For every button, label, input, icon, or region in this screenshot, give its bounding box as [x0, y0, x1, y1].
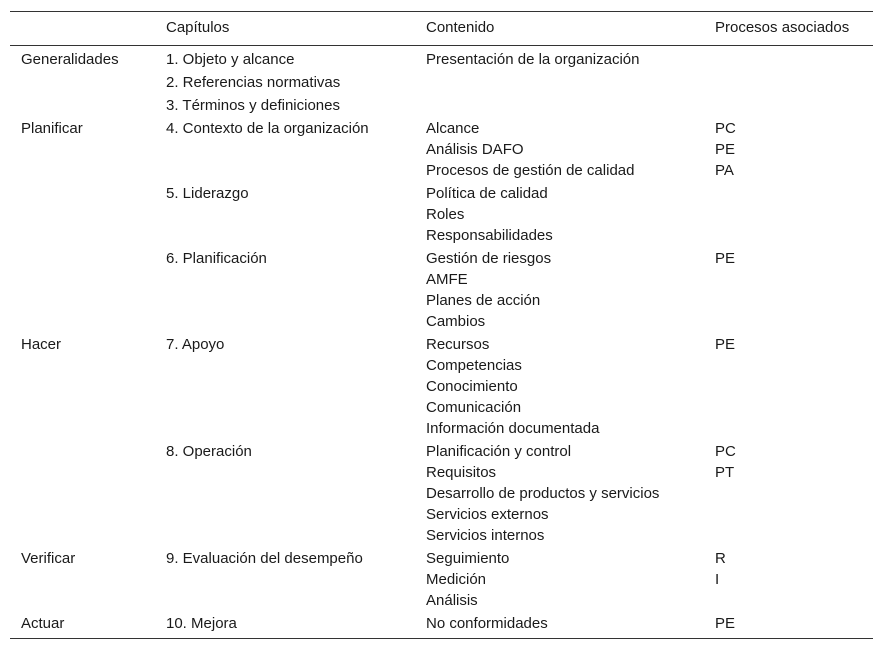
chapter-cell: 2. Referencias normativas — [166, 74, 341, 91]
table-header-row — [10, 12, 873, 45]
chapter-cell: 6. Planificación — [166, 250, 267, 267]
process-cell: PA — [715, 162, 734, 179]
header-processes: Procesos asociados — [715, 19, 850, 36]
content-cell: Análisis DAFO — [426, 141, 524, 158]
content-cell: Cambios — [426, 313, 486, 330]
table-row — [10, 395, 873, 416]
content-cell: Roles — [426, 206, 465, 223]
table-row — [10, 523, 873, 546]
table-row — [10, 439, 873, 460]
phase-cell: Planificar — [21, 120, 83, 137]
chapter-cell: 1. Objeto y alcance — [166, 51, 295, 68]
table-row — [10, 70, 873, 93]
phase-cell: Generalidades — [21, 51, 119, 68]
table-row — [10, 588, 873, 611]
table-row — [10, 416, 873, 439]
chapter-cell: 3. Términos y definiciones — [166, 97, 340, 114]
content-cell: Planificación y control — [426, 443, 572, 460]
content-cell: Servicios externos — [426, 506, 549, 523]
table-row — [10, 246, 873, 267]
table-body — [10, 46, 873, 638]
content-cell: Planes de acción — [426, 292, 541, 309]
table-row — [10, 481, 873, 502]
content-cell: Competencias — [426, 357, 522, 374]
table-row — [10, 374, 873, 395]
phase-cell: Hacer — [21, 336, 62, 353]
content-cell: Recursos — [426, 336, 490, 353]
content-cell: Presentación de la organización — [426, 51, 640, 68]
content-cell: Desarrollo de productos y servicios — [426, 485, 660, 502]
table-row — [10, 158, 873, 181]
content-cell: Medición — [426, 571, 487, 588]
content-cell: Gestión de riesgos — [426, 250, 552, 267]
chapter-cell: 5. Liderazgo — [166, 185, 249, 202]
chapter-cell: 9. Evaluación del desempeño — [166, 550, 363, 567]
table-bottom-rule — [10, 638, 873, 639]
process-cell: R — [715, 550, 726, 567]
table-row — [10, 93, 873, 116]
content-cell: No conformidades — [426, 615, 548, 632]
table-row — [10, 353, 873, 374]
table-row — [10, 47, 873, 70]
chapter-cell: 10. Mejora — [166, 615, 237, 632]
process-cell: PC — [715, 443, 736, 460]
header-chapters: Capítulos — [166, 19, 230, 36]
process-cell: PE — [715, 336, 736, 353]
content-cell: Requisitos — [426, 464, 497, 481]
process-cell: PE — [715, 141, 736, 158]
table-row — [10, 202, 873, 223]
content-cell: Conocimiento — [426, 378, 518, 395]
content-cell: Procesos de gestión de calidad — [426, 162, 635, 179]
content-cell: AMFE — [426, 271, 468, 288]
table-row — [10, 309, 873, 332]
process-cell: PE — [715, 250, 736, 267]
process-cell: PT — [715, 464, 735, 481]
table-row — [10, 223, 873, 246]
phase-cell: Verificar — [21, 550, 76, 567]
process-cell: I — [715, 571, 720, 588]
table-row — [10, 502, 873, 523]
content-cell: Seguimiento — [426, 550, 510, 567]
table-row — [10, 267, 873, 288]
table-row — [10, 460, 873, 481]
table-row — [10, 567, 873, 588]
table-row — [10, 332, 873, 353]
content-cell: Información documentada — [426, 420, 600, 437]
iso-chapters-table — [10, 11, 873, 639]
table-row — [10, 181, 873, 202]
table-row — [10, 116, 873, 137]
table-row — [10, 546, 873, 567]
table-row — [10, 288, 873, 309]
content-cell: Servicios internos — [426, 527, 545, 544]
content-cell: Política de calidad — [426, 185, 548, 202]
chapter-cell: 4. Contexto de la organización — [166, 120, 369, 137]
header-content: Contenido — [426, 19, 495, 36]
content-cell: Responsabilidades — [426, 227, 553, 244]
phase-cell: Actuar — [21, 615, 65, 632]
content-cell: Análisis — [426, 592, 478, 609]
content-cell: Alcance — [426, 120, 480, 137]
table-row — [10, 137, 873, 158]
table-row — [10, 611, 873, 632]
process-cell: PC — [715, 120, 736, 137]
process-cell: PE — [715, 615, 736, 632]
chapter-cell: 7. Apoyo — [166, 336, 225, 353]
chapter-cell: 8. Operación — [166, 443, 252, 460]
content-cell: Comunicación — [426, 399, 522, 416]
